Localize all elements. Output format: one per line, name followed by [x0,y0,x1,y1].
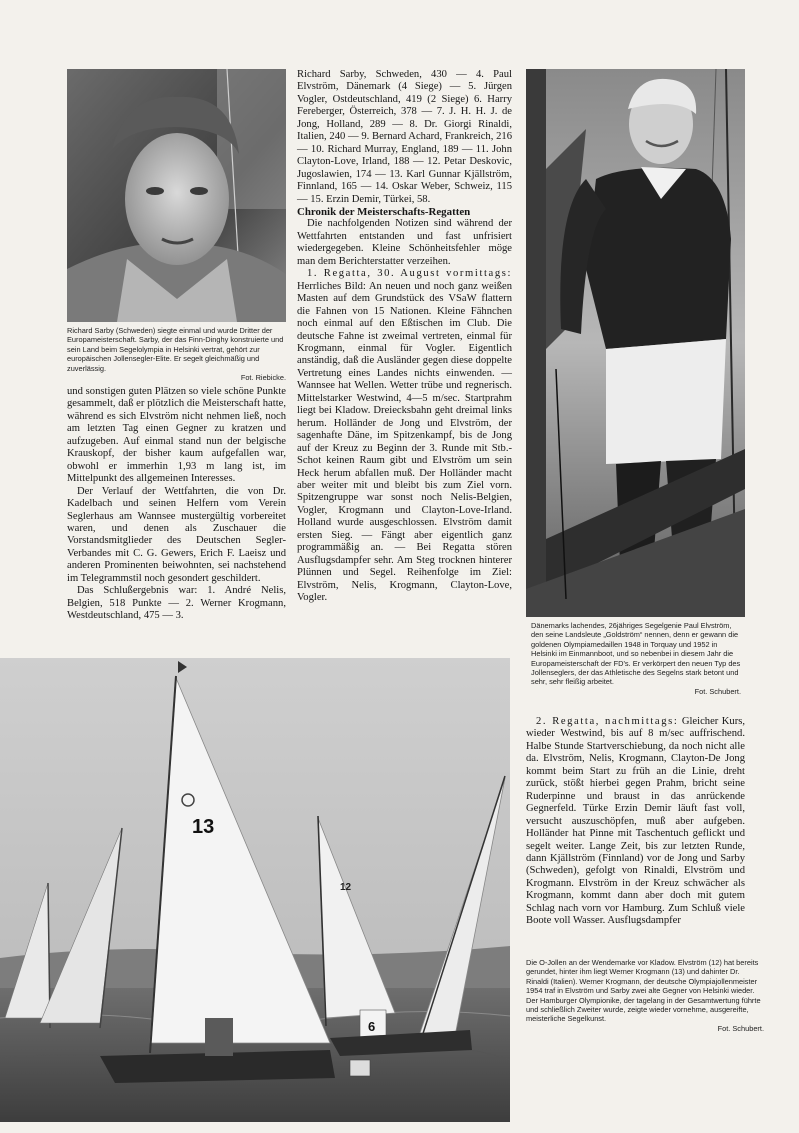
regatta-lead: 1. Regatta, 30. August vormittags: [307,268,512,280]
paragraph: 2. Regatta, nachmittags: Gleicher Kurs, wieder Westwind, bis auf 8 m/sec auffrischend. Halbe Stunde Startverschiebung, da noch nicht alle da. Elvström, Nelis, Krogmann, Clayton-De Jong kommt beim Start zu früh an die Linie, dreht zurück, stößt hierbei gegen Prahm, bricht seine Ruderpinne und braust in das anrückende Gegnerfeld. Türke Erzin Demir läuft fast voll, versucht auszuschöpfen, muß aber aufgeben. Holländer hat Pinne mit Taschentuch geflickt und segelt weiter. Lange Zeit, bis zur letzten Runde, dann Kjällström (Finnland) vor de Jong und Sarby (Schweden), gefolgt von Rinaldi, Elvström und Krogmann. Elvström in der Kreuz schwächer als Krogmann, kommt dann aber doch mit gutem Schlag nach vorn vor Hamburg. Zum Schluß viele Boote voll Wasser. Ausflugsdampfer [526,716,746,927]
elvstroem-photo-caption: Dänemarks lachendes, 26jähriges Segelgenie Paul Elvström, den seine Landsleute „Goldström“ nennen, denn er gewann die goldenen Olympiamedaillen 1948 in Torquay und 1952 in Helsinki im Einmannboot, und so nebenbei in diesem Jahr die Europameisterschaft der FD’s. Er verkörpert den neuen Typ des Jollenseglers, der das Athletische des Segelns stark betont und sehr, sehr fleißig arbeitet. Fot. Schubert. [531,621,741,696]
sarby-portrait-photo [67,69,286,322]
paragraph: Der Verlauf der Wettfahrten, die von Dr. Kadelbach und seinen Helfern vom Verein Seglerhaus am Wannsee mustergültig vorbereitet waren, und denen als Zuschauer die Vorstandsmitglieder des Deutschen Segler-Verbandes mit C. G. Gewers, Erich F. Laeisz und anderen Prominenten beiwohnten, sei nachstehend im Telegrammstil noch gesondert geschildert. [67,485,286,584]
section-heading: Chronik der Meisterschafts-Regatten [297,205,471,218]
o-jollen-photo-caption: Die O-Jollen an der Wendemarke vor Kladow. Elvström (12) hat bereits gerundet, hinter ihm liegt Werner Krogmann (13) und dahinter Dr. Rinaldi (Italien). Werner Krogmann, der deutsche Olympiajollenmeister 1954 traf in Elvström und Sarby zwei alte Gegner von Helsinki wieder. Der Hamburger Olympionike, der tagelang in der Gesamtwertung führte und schließlich Zweiter wurde, zeigte wieder vornehme, ausgereifte, meisterliche Segelkunst. Fot. Schubert. [526,958,764,1033]
paragraph: Die nachfolgenden Notizen sind während der Wettfahrten entstanden und fast unfrisiert wiedergegeben. Kleine Schönheitsfehler möge man dem Berichterstatter verzeihen. [297,218,512,267]
paragraph: Das Schlußergebnis war: 1. André Nelis, Belgien, 518 Punkte — 2. Werner Krogmann, Westdeutschland, 475 — 3. [67,585,286,622]
left-text-column [67,386,286,623]
right-text-column [526,716,745,928]
results-list: Richard Sarby, Schweden, 430 — 4. Paul Elvström, Dänemark (4 Siege) — 5. Jürgen Vogler, Ostdeutschland, 419 (2 Siege) 6. Harry Fereberger, Österreich, 378 — 7. J. H. H. J. de Jong, Holland, 289 — 8. Dr. Giorgi Rinaldi, Italien, 240 — 9. Bernard Achard, Frankreich, 216 — 10. Richard Murray, England, 189 — 11. John Clayton-Love, Irland, 188 — 12. Petar Deskovic, Jugoslawien, 174 — 13. Karl Gunnar Kjällström, Finnland, 165 — 14. Oskar Weber, Schweiz, 115 — 15. Erzin Demir, Türkei, 58. [297,69,512,205]
sarby-photo-caption: Richard Sarby (Schweden) siegte einmal und wurde Dritter der Europameisterschaft. Sarby, der das Finn-Dinghy konstruierte und sein Land beim Segelolympia in Helsinki vertrat, gehört zur europäischen Jollensegler-Elite. Er segelt gleichmäßig und zuverlässig. Fot. Riebicke. [67,326,286,383]
paragraph: und sonstigen guten Plätzen so viele schöne Punkte gesammelt, daß er plötzlich die Meisterschaft hatte, während es sich Elvström nicht nehmen ließ, noch am letzten Tag einen Gegner zu kratzen und aufzugeben. Auf einmal stand nun der belgische Krauskopf, der bisher kaum aufgefallen war, obwohl er immerhin 1,93 m lang ist, im Mittelpunkt des allgemeinen Interesses. [67,386,286,485]
regatta-lead: 2. Regatta, nachmittags: [536,716,679,727]
sail-number-12: 12 [340,882,352,893]
elvstroem-photo [526,69,745,617]
photo-credit: Fot. Schubert. [717,1023,764,1033]
middle-text-column [297,69,512,604]
paragraph: 1. Regatta, 30. August vormittags: Herrliches Bild: An neuen und noch ganz weißen Masten auf dem Grundstück des VSaW flattern die Fahnen von 15 Nationen. Kleine Fähnchen noch einmal auf den Eßtischen im Club. Die deutsche Fahne ist zweimal vertreten, einmal für Krogmann, einmal für Vogler. Eigentlich anständig, daß die Ausländer gegen diese doppelte Vertretung eines Landes nichts einwenden. — Wannsee hat Wellen. Wetter trübe und regnerisch. Mittelstarker Westwind, 4—5 m/sec. Startprahm liegt bei Kladow. Dreiecksbahn geht dreimal links herum. Holländer de Jong und Elvström, der sagenhafte Däne, im Spitzenkampf, bis de Jong auf der Kreuz zu Beginn der 3. Runde mit Stb.-Schot keinen Raum gibt und Elvström um sein Heck herum abfallen muß. Der Holländer macht aber weiter mit und bleibt bis zum Ziel vorn. Spitzengruppe war sonst noch Nelis-Belgien, Vogler, Krogmann und Clayton-Love-Irland. Holland wurde ausgeschlossen. Elvström damit ersten Sieg. — Fängt aber eigentlich ganz programmäßig an. — Bei Regatta stören Ausflugsdampfer sehr. Am Steg trocknen hinterer Plünnen und Segel. Reihenfolge im Ziel: Elvström, Nelis, Krogmann, Clayton-Love, Vogler. [297,268,512,604]
photo-credit: Fot. Schubert. [694,686,741,696]
sail-number-6: 6 [368,1019,376,1034]
photo-credit: Fot. Riebicke. [240,373,286,383]
o-jollen-regatta-photo [0,658,510,1122]
sail-number-13: 13 [192,816,215,838]
